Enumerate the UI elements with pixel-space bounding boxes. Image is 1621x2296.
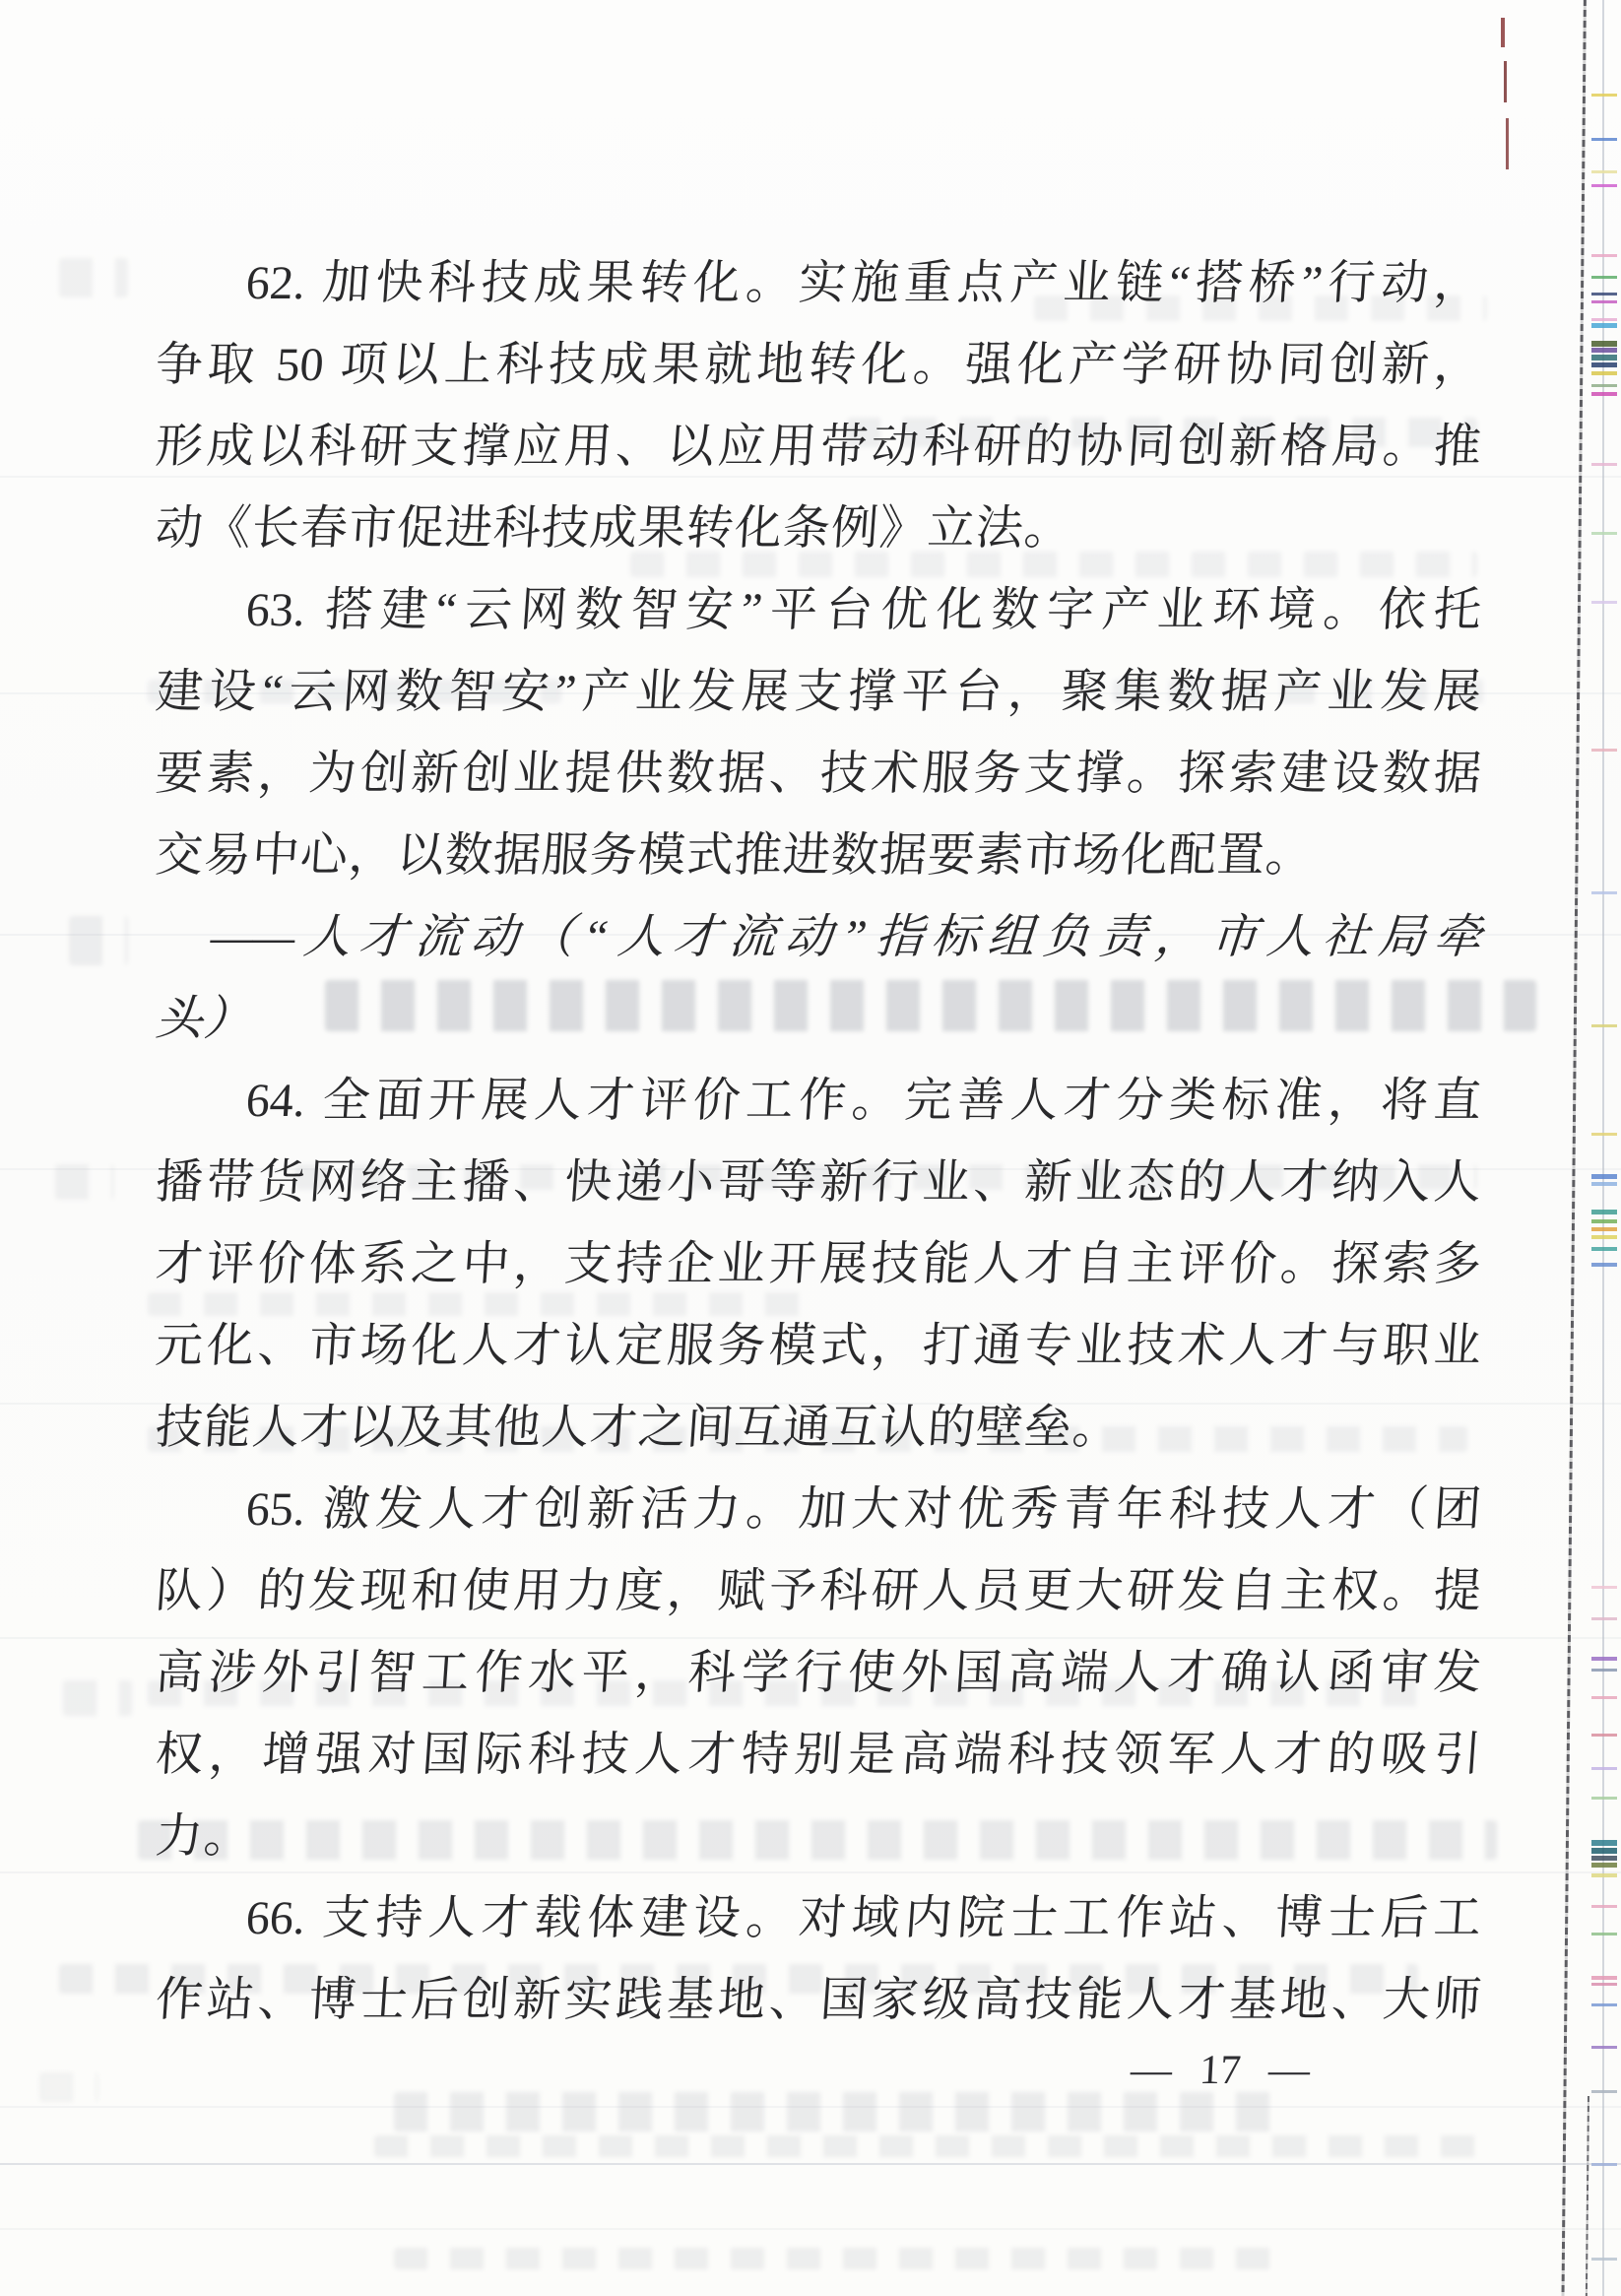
scan-edge-color-streak [1591, 1873, 1617, 1877]
scan-edge-color-streak [1591, 1856, 1617, 1861]
scan-edge-color-streak [1591, 341, 1617, 347]
scan-edge-color-streak [1591, 1227, 1617, 1231]
item-65-line-4: 权，增强对国际科技人才特别是高端科技领军人才的吸引 [154, 1729, 1483, 1781]
scan-edge-color-streak [1591, 184, 1617, 187]
scan-edge-color-streak [1591, 1219, 1617, 1223]
scan-edge-color-streak [1591, 1210, 1617, 1214]
scan-edge-color-streak [1591, 1669, 1617, 1672]
bleed-through-mark [59, 258, 128, 297]
item-63 [156, 569, 1481, 896]
scan-edge-color-streak [1591, 392, 1617, 396]
scan-edge-color-streak [1591, 1247, 1617, 1251]
scan-edge-color-streak [1591, 2258, 1617, 2261]
scan-edge-color-streak [1591, 2090, 1617, 2093]
scan-edge-color-streak [1591, 254, 1617, 257]
scan-edge-color-streak [1591, 1657, 1617, 1661]
scan-edge-color-streak [1591, 1734, 1617, 1737]
scan-edge-color-streak [1591, 2003, 1617, 2006]
item-64-line-4: 元化、市场化人才认定服务模式，打通专业技术人才与职业 [154, 1320, 1483, 1372]
item-66-line-1: 66. 支持人才载体建设。对域内院士工作站、博士后工 [244, 1892, 1483, 1944]
scan-edge-color-streak [1591, 1905, 1617, 1908]
item-65 [156, 1469, 1481, 1877]
item-63-line-3: 要素，为创新创业提供数据、技术服务支撑。探索建设数据 [154, 748, 1483, 800]
bleed-through-mark [394, 2092, 1280, 2132]
scan-edge-color-streak [1591, 1797, 1617, 1800]
scan-edge-line-dark-split [1586, 2096, 1589, 2296]
scan-edge-color-streak [1591, 276, 1617, 279]
scan-edge-color-streak [1591, 1863, 1617, 1868]
scan-edge-color-streak [1501, 18, 1505, 47]
scan-edge-color-streak [1591, 1767, 1617, 1770]
item-65-line-5: 力。 [154, 1810, 254, 1863]
page-number-value: 17 [1198, 2048, 1243, 2093]
item-62-line-4: 动《长春市促进科技成果转化条例》立法。 [154, 502, 1074, 555]
scan-streak [0, 2163, 1621, 2165]
scan-edge-color-streak [1591, 371, 1617, 375]
scan-edge-color-streak [1591, 1235, 1617, 1239]
section-talent-flow [156, 896, 1481, 1060]
scan-edge-color-streak [1591, 1933, 1617, 1935]
scan-edge-color-streak [1591, 749, 1617, 752]
scan-edge-color-streak [1591, 1024, 1617, 1027]
item-65-line-2: 队）的发现和使用力度，赋予科研人员更大研发自主权。提 [154, 1565, 1483, 1617]
scan-edge-color-streak [1591, 463, 1617, 466]
scan-streak [0, 2228, 1621, 2230]
item-66-line-2: 作站、博士后创新实践基地、国家级高技能人才基地、大师 [154, 1974, 1483, 2026]
scan-edge-color-streak [1591, 94, 1617, 97]
scan-edge-color-streak [1591, 891, 1617, 894]
item-63-line-2: 建设“云网数智安”产业发展支撑平台，聚集数据产业发展 [154, 666, 1483, 718]
scan-edge-color-streak [1591, 1174, 1617, 1179]
item-62-line-1: 62. 加快科技成果转化。实施重点产业链“搭桥”行动， [244, 257, 1483, 309]
scan-edge-color-streak [1591, 362, 1617, 367]
item-64-line-1: 64. 全面开展人才评价工作。完善人才分类标准，将直 [244, 1075, 1483, 1127]
scan-edge-color-streak [1591, 1696, 1617, 1699]
item-65-line-1: 65. 激发人才创新活力。加大对优秀青年科技人才（团 [244, 1483, 1483, 1536]
scan-edge-color-streak [1591, 1840, 1617, 1846]
scan-edge-color-streak [1591, 1976, 1617, 1980]
scan-edge-color-streak [1591, 300, 1617, 303]
scan-edge-color-streak [1591, 138, 1617, 141]
bleed-through-mark [69, 916, 128, 965]
scan-edge-color-streak [1591, 601, 1617, 604]
item-63-line-4: 交易中心，以数据服务模式推进数据要素市场化配置。 [154, 829, 1316, 882]
scan-edge-color-streak [1591, 323, 1617, 328]
bleed-through-mark [39, 2072, 98, 2102]
scan-edge-color-streak [1504, 61, 1507, 102]
scan-edge-color-streak [1591, 1617, 1617, 1620]
item-62-line-2: 争取 50 项以上科技成果就地转化。强化产学研协同创新， [154, 339, 1483, 391]
scan-edge-color-streak [1591, 2046, 1617, 2049]
scan-edge-color-streak [1591, 532, 1617, 535]
section-talent-flow-line-1: ——人才流动（“人才流动”指标组负责，市人社局牵 [209, 911, 1483, 963]
item-62 [156, 242, 1481, 569]
scan-edge-color-streak [1591, 1263, 1617, 1267]
scan-edge-color-streak [1591, 348, 1617, 353]
item-66 [156, 1877, 1481, 2041]
item-64-line-3: 才评价体系之中，支持企业开展技能人才自主评价。探索多 [154, 1238, 1483, 1290]
item-63-line-1: 63. 搭建“云网数智安”平台优化数字产业环境。依托 [244, 584, 1483, 636]
bleed-through-mark [394, 2248, 1280, 2269]
scan-edge-color-streak [1591, 1182, 1617, 1186]
bleed-through-mark [374, 2135, 1477, 2157]
scan-edge-color-streak [1591, 2163, 1617, 2166]
page-number [1130, 2047, 1312, 2094]
item-65-line-3: 高涉外引智工作水平，科学行使外国高端人才确认函审发 [154, 1647, 1483, 1699]
scan-edge-color-streak [1591, 318, 1617, 321]
scan-edge-color-streak [1591, 1133, 1617, 1136]
scan-edge-color-streak [1591, 355, 1617, 361]
document-body [156, 242, 1481, 2041]
item-64 [156, 1060, 1481, 1469]
scan-edge-color-streak [1506, 118, 1509, 169]
bleed-through-mark [55, 1164, 114, 1200]
scan-edge-color-streak [1591, 1848, 1617, 1854]
scan-edge-color-streak [1591, 1586, 1617, 1589]
scan-edge-color-streak [1591, 293, 1617, 295]
item-64-line-2: 播带货网络主播、快递小哥等新行业、新业态的人才纳入人 [154, 1156, 1483, 1209]
scan-edge-line-dark [1561, 0, 1587, 2296]
page-number-right-dash: — [1266, 2048, 1312, 2093]
section-talent-flow-line-2: 头） [154, 993, 254, 1045]
bleed-through-mark [63, 1680, 132, 1716]
page-number-left-dash: — [1129, 2048, 1174, 2093]
scan-edge-color-streak [1591, 384, 1617, 387]
item-64-line-5: 技能人才以及其他人才之间互通互认的壁垒。 [154, 1402, 1123, 1454]
item-62-line-3: 形成以科研支撑应用、以应用带动科研的协同创新格局。推 [154, 421, 1483, 473]
scan-edge-color-streak [1591, 1983, 1617, 1986]
scan-edge-color-streak [1591, 170, 1617, 173]
